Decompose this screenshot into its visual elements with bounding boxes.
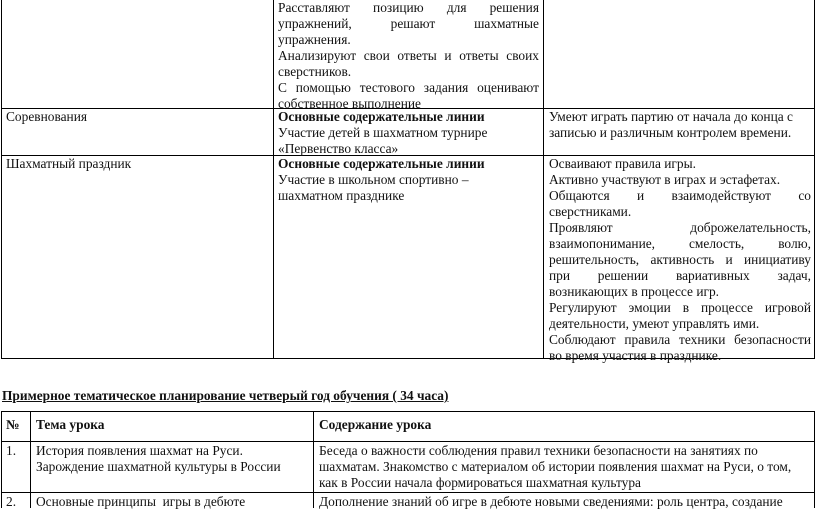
cell-line: «Первенство класса»: [278, 141, 399, 156]
header-number: №: [6, 417, 20, 432]
cell-line: решительность, активность и инициативу: [549, 252, 811, 267]
cell-line: взаимопонимание, смелость, волю,: [549, 236, 811, 251]
cell-line: История появления шахмат на Руси.: [36, 443, 243, 458]
table-border: [1, 0, 2, 359]
cell-line: деятельности, умеют управлять ими.: [549, 316, 760, 331]
section-title: Примерное тематическое планирование четверый год обучения ( 34 часа): [2, 388, 449, 403]
cell-line: Общаются и взаимодействуют со: [549, 188, 811, 203]
cell-line: Участие детей в шахматном турнире: [278, 125, 488, 140]
table-cell: [278, 109, 539, 157]
cell-line: Проявляют доброжелательность,: [549, 220, 811, 235]
cell-line: сверстников.: [278, 64, 352, 79]
table-border: [1, 411, 2, 508]
cell-line: сверстниками.: [549, 204, 632, 219]
cell-line: С помощью тестового задания оценивают: [278, 80, 539, 95]
lesson-content: [319, 443, 811, 491]
table-border: [814, 411, 815, 508]
cell-line: шахматам. Знакомство с материалом об истории появления шахмат на Руси, о том,: [319, 459, 792, 474]
cell-line: возникающих в процессе игр.: [549, 284, 720, 299]
table-border: [1, 441, 815, 442]
activity-name: Шахматный праздник: [6, 156, 132, 171]
cell-line: Осваивают правила игры.: [549, 156, 696, 171]
table-cell: [278, 0, 539, 112]
cell-line: Основные принципы игры в дебюте: [36, 494, 246, 509]
cell-line: Беседа о важности соблюдения правил техники безопасности на занятиях по: [319, 443, 758, 458]
table-cell: [549, 156, 811, 364]
cell-line: Участие в школьном спортивно –: [278, 172, 469, 187]
cell-line: Соблюдают правила техники безопасности: [549, 332, 811, 347]
cell-line: Активно участвуют в играх и эстафетах.: [549, 172, 781, 187]
cell-line: шахматном празднике: [278, 188, 405, 203]
content-lines-heading: Основные содержательные линии: [278, 109, 485, 124]
cell-line: упражнения.: [278, 32, 351, 47]
table-border: [1, 492, 815, 493]
cell-line: Умеют играть партию от начала до конца с: [549, 109, 794, 124]
cell-line: Зарождение шахматной культуры в России: [36, 459, 281, 474]
lesson-topic: [36, 443, 311, 475]
table-cell: [6, 109, 268, 125]
content-lines-heading: Основные содержательные линии: [278, 156, 485, 171]
table-border: [273, 0, 274, 359]
row-number: 1.: [6, 443, 17, 458]
header-content: Содержание урока: [319, 417, 432, 432]
table-border: [543, 0, 544, 359]
table-cell: [6, 156, 268, 172]
table-cell: [278, 156, 539, 204]
activity-name: Соревнования: [6, 109, 88, 124]
cell-line: Анализируют свои ответы и ответы своих: [278, 48, 539, 63]
cell-line: Расставляют позицию для решения: [278, 0, 539, 15]
cell-line: Регулируют эмоции в процессе игровой: [549, 300, 811, 315]
header-topic: Тема урока: [36, 417, 105, 432]
row-number: 2.: [6, 494, 17, 509]
table-cell: [549, 109, 811, 141]
table-border: [313, 411, 314, 508]
cell-line: как в России начала формироваться шахматная культура: [319, 475, 641, 490]
cell-line: Дополнение знаний об игре в дебюте новыми сведениями: роль центра, создание: [319, 494, 783, 509]
cell-line: собственное выполнение: [278, 96, 421, 111]
table-border: [1, 411, 815, 412]
cell-line: при решении вариативных задач,: [549, 268, 811, 283]
cell-line: во время участия в празднике.: [549, 348, 722, 363]
cell-line: записью и различным контролем времени.: [549, 125, 792, 140]
cell-line: упражнений, решают шахматные: [278, 16, 539, 31]
table-border: [30, 411, 31, 508]
table-border: [814, 0, 815, 359]
